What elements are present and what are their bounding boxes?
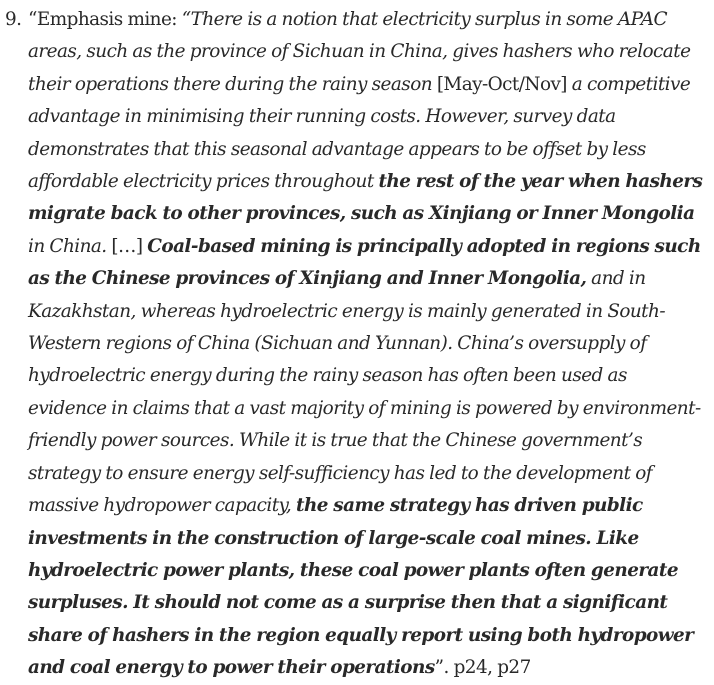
quote-text-2: a competitive advantage in minimising their running costs. However, survey data demonstrates that this seasonal advantage appears to be offset by less affordable electricity prices throughout [28, 73, 691, 193]
footnote-number: 9. [5, 9, 22, 30]
emphasis-1: the rest of the year when hashers migrate back to other provinces, such as Xinjiang or Inner Mongolia [28, 171, 703, 225]
quote-intro: “Emphasis mine: [28, 9, 182, 30]
footnote-9 [0, 4, 704, 685]
emphasis-3: the same strategy has driven public investments in the construction of large-scale coal mines. Like hydroelectric power plants, these coal power plants often generate surpluses. It should not come as a surprise then that a significant share of hashers in the region equally report using both hydropower and coal energy to power their operations [28, 495, 694, 679]
footnotes-list [0, 4, 704, 685]
quote-text-4: and in Kazakhstan, whereas hydroelectric energy is mainly generated in South-Western regions of China (Sichuan and Yunnan). China’s oversupply of hydroelectric energy during the rainy season has often been used as evidence in claims that a vast majority of mining is powered by environment-friendly power sources. While it is true that the Chinese government’s strategy to ensure energy self-sufficiency has led to the development of massive hydropower capacity, [28, 268, 701, 517]
emphasis-2: Coal-based mining is principally adopted in regions such as the Chinese provinces of Xinjiang and Inner Mongolia, [28, 235, 701, 290]
ellipsis: […] [111, 235, 148, 257]
citation-pages: ”. p24, p27 [434, 657, 531, 679]
quote-text-1: “There is a notion that electricity surplus in some APAC areas, such as the province of Sichuan in China, gives hashers who relocate their operations there during the rainy season [28, 9, 691, 95]
quote-text-3: in China. [28, 235, 112, 257]
footnote-text [28, 9, 702, 678]
bracket-insert: [May-Oct/Nov] [436, 73, 567, 95]
